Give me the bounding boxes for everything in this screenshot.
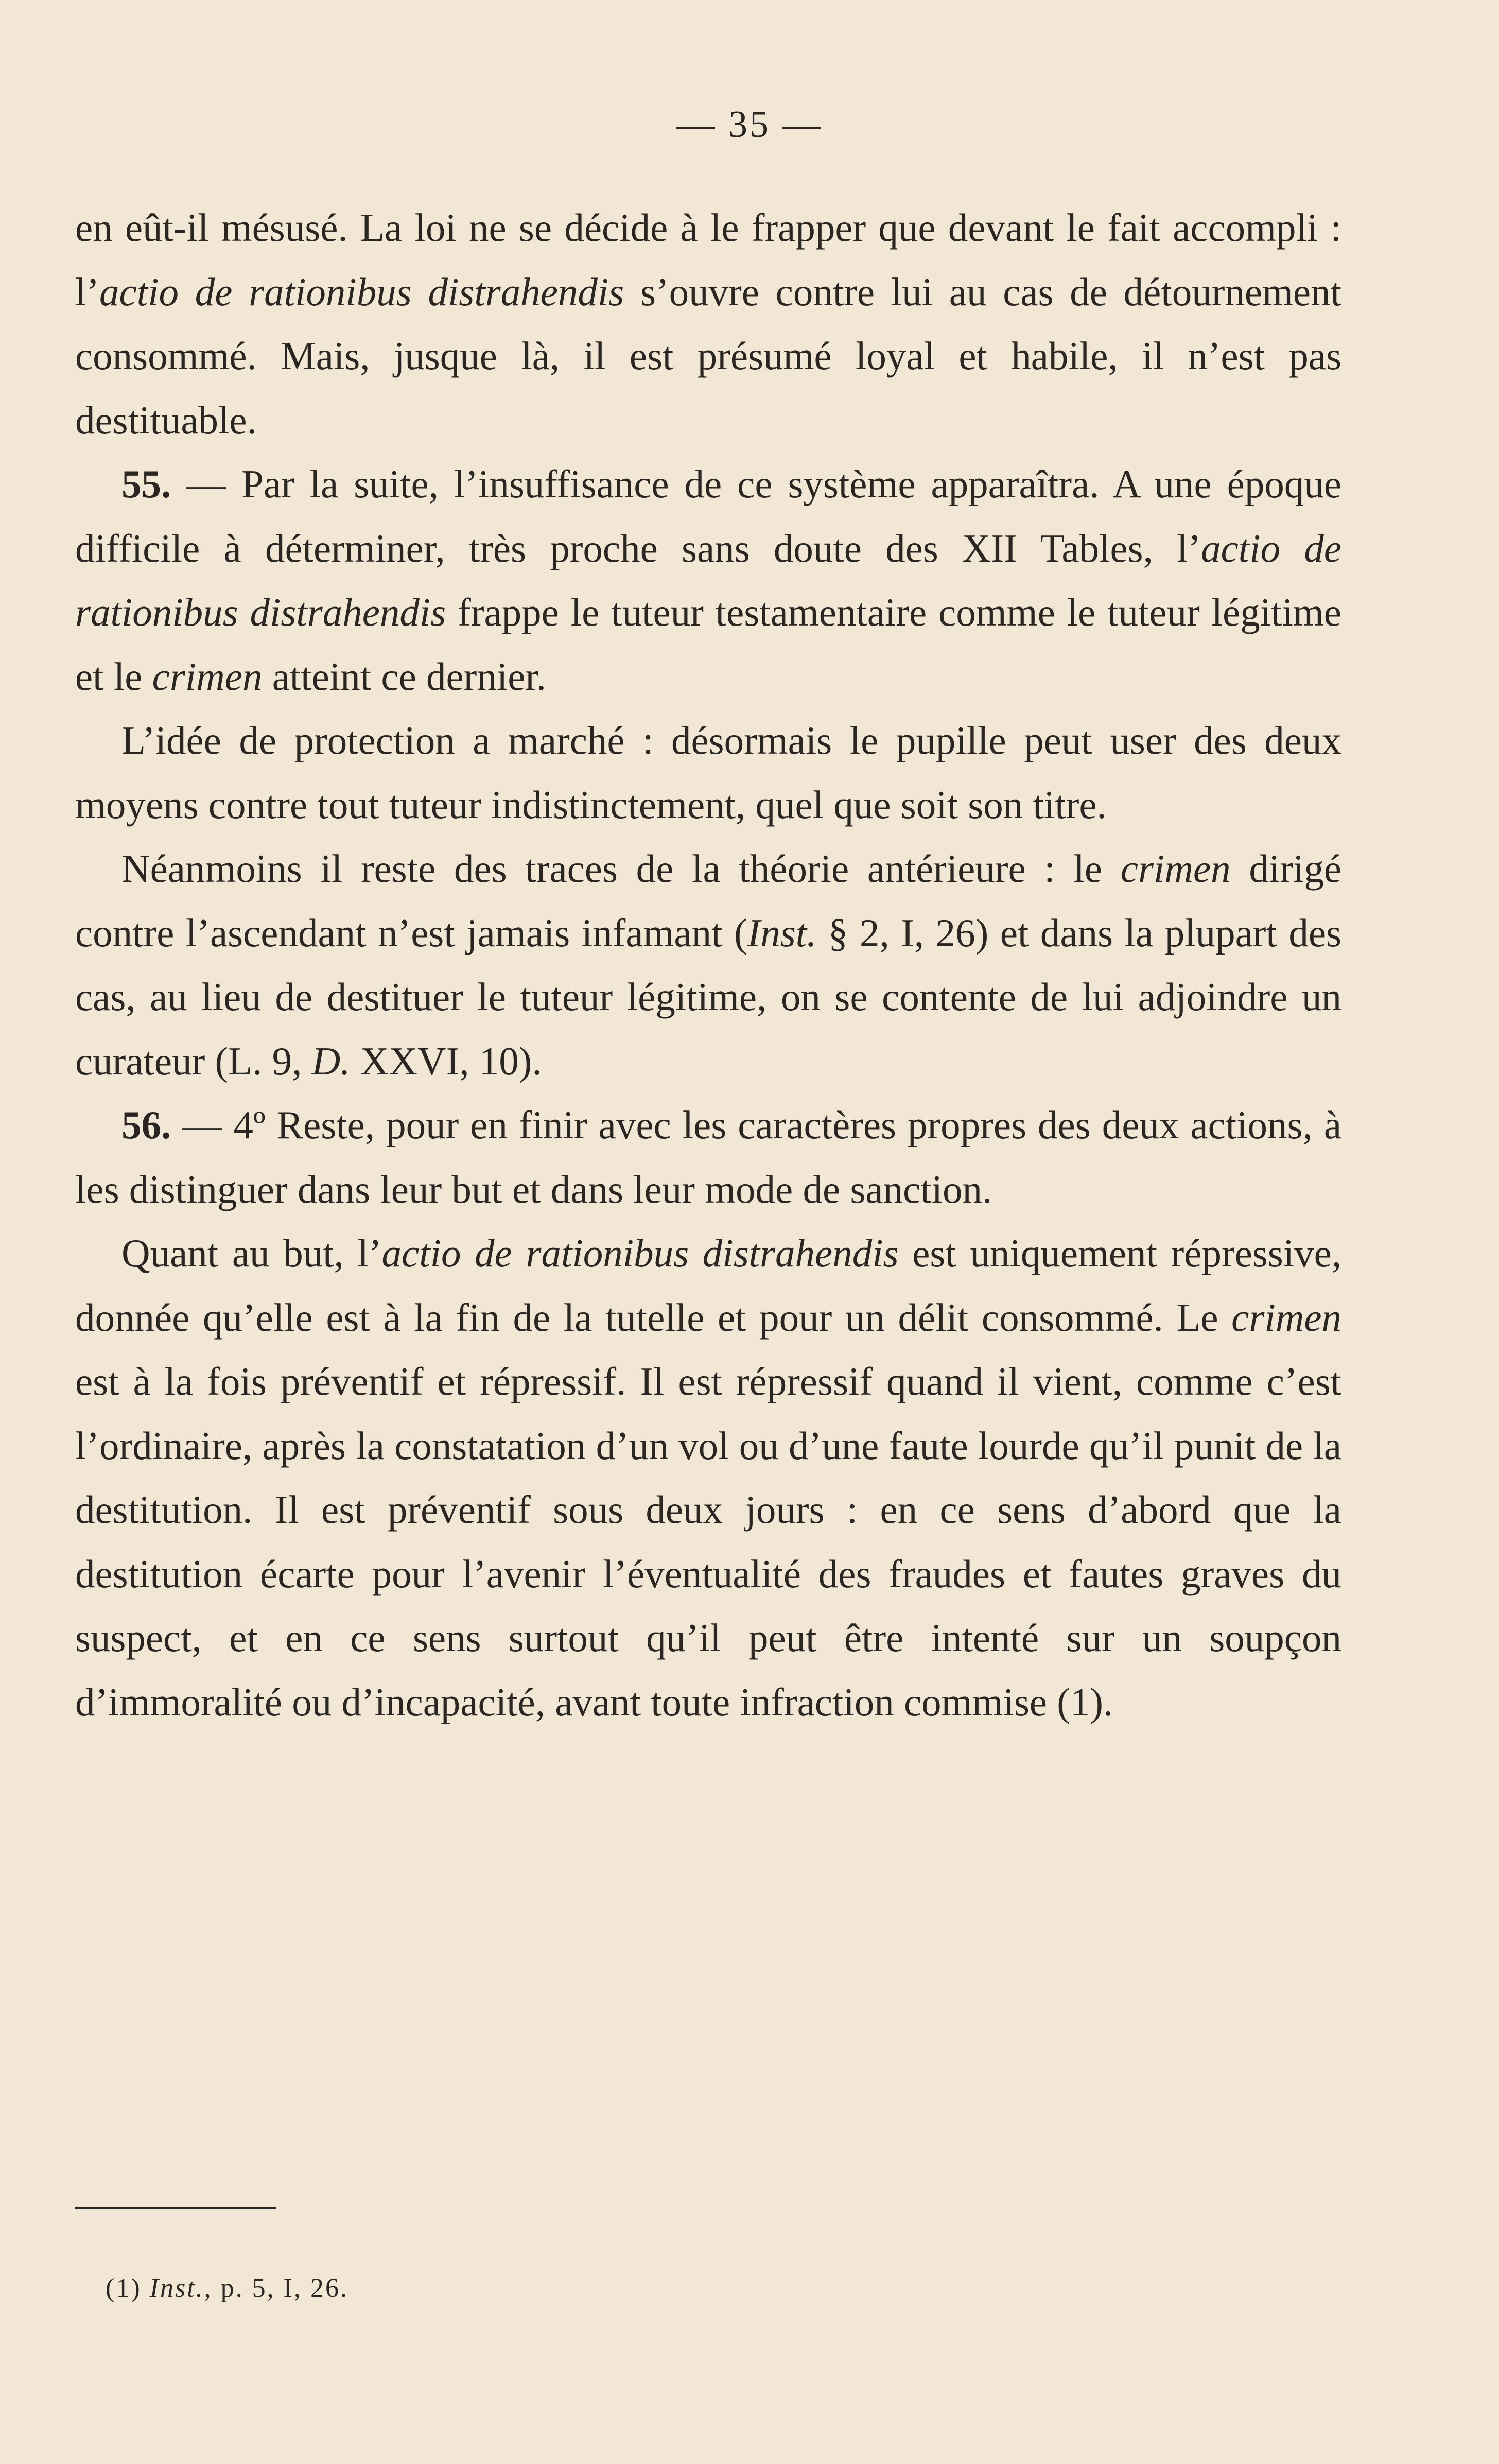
- italic-run: actio de rationibus distrahendis: [75, 526, 1341, 634]
- text-run: est uniquement répressive, donnée qu’elle est à la fin de la tutelle et pour un délit consommé. Le: [75, 1231, 1342, 1340]
- text-run: — Par la suite, l’insuffisance de ce système apparaîtra. A une époque difficile à déterminer, très proche sans doute des XII Tables, l’: [75, 462, 1341, 570]
- italic-run: D.: [311, 1038, 351, 1083]
- page-number: — 35 —: [676, 103, 823, 146]
- paragraph-p1: [75, 452, 1341, 708]
- italic-run: Inst.: [149, 2274, 204, 2303]
- text-run: frappe le tuteur testamentaire comme le tuteur légitime et le: [75, 590, 1341, 699]
- paragraph-p4: [75, 1093, 1341, 1221]
- paragraph-p0: [75, 196, 1341, 452]
- italic-run: actio de rationibus distrahendis: [381, 1231, 899, 1275]
- paragraph-p5: [75, 1221, 1341, 1734]
- text-run: — 4º Reste, pour en finir avec les caractères propres des deux actions, à les distinguer dans leur but et dans leur mode de sanction.: [75, 1103, 1341, 1211]
- italic-run: crimen: [1231, 1295, 1341, 1340]
- text-run: est à la fois préventif et répressif. Il est répressif quand il vient, comme c’est l’ordinaire, après la constatation d’un vol ou d’une faute lourde qu’il punit de la destitution. Il est préventif sous deux jours : en ce sens d’abord que la destitution écarte pour l’avenir l’éventualité des fraudes et fautes graves du suspect, et en ce sens surtout qu’il peut être intenté sur un soupçon d’immoralité ou d’incapacité, avant toute infraction commise (1).: [75, 1359, 1341, 1724]
- italic-run: Inst.: [747, 910, 817, 955]
- footnote-divider: [75, 2207, 276, 2209]
- text-run: dirigé contre l’ascendant n’est jamais infamant (: [75, 846, 1341, 955]
- italic-run: crimen: [1120, 846, 1231, 891]
- text-run: Néanmoins il reste des traces de la théorie antérieure : le: [121, 846, 1121, 891]
- text-run: (1): [106, 2274, 150, 2303]
- text-run: s’ouvre contre lui au cas de détournement consommé. Mais, jusque là, il est présumé loyal et habile, il n’est pas destituable.: [75, 269, 1341, 442]
- italic-run: crimen: [152, 654, 263, 699]
- section-number: 55.: [121, 462, 171, 506]
- text-run: , p. 5, I, 26.: [204, 2274, 348, 2303]
- italic-run: actio de rationibus distrahendis: [99, 269, 624, 314]
- section-number: 56.: [121, 1103, 171, 1147]
- paragraph-p3: [75, 837, 1341, 1093]
- paragraph-p2: [75, 708, 1341, 837]
- text-run: XXVI, 10).: [350, 1038, 542, 1083]
- text-run: en eût-il mésusé. La loi ne se décide à le frapper que devant le fait accompli : l’: [75, 205, 1341, 314]
- text-run: Quant au but, l’: [121, 1231, 382, 1275]
- text-run: atteint ce dernier.: [262, 654, 547, 699]
- text-run: § 2, I, 26) et dans la plupart des cas, au lieu de destituer le tuteur légitime, on se contente de lui adjoindre un curateur (L. 9,: [75, 910, 1341, 1083]
- text-run: L’idée de protection a marché : désormais le pupille peut user des deux moyens contre tout tuteur indistinctement, quel que soit son titre.: [75, 718, 1341, 827]
- body-text: [75, 196, 1341, 1734]
- footnote: [106, 2273, 348, 2303]
